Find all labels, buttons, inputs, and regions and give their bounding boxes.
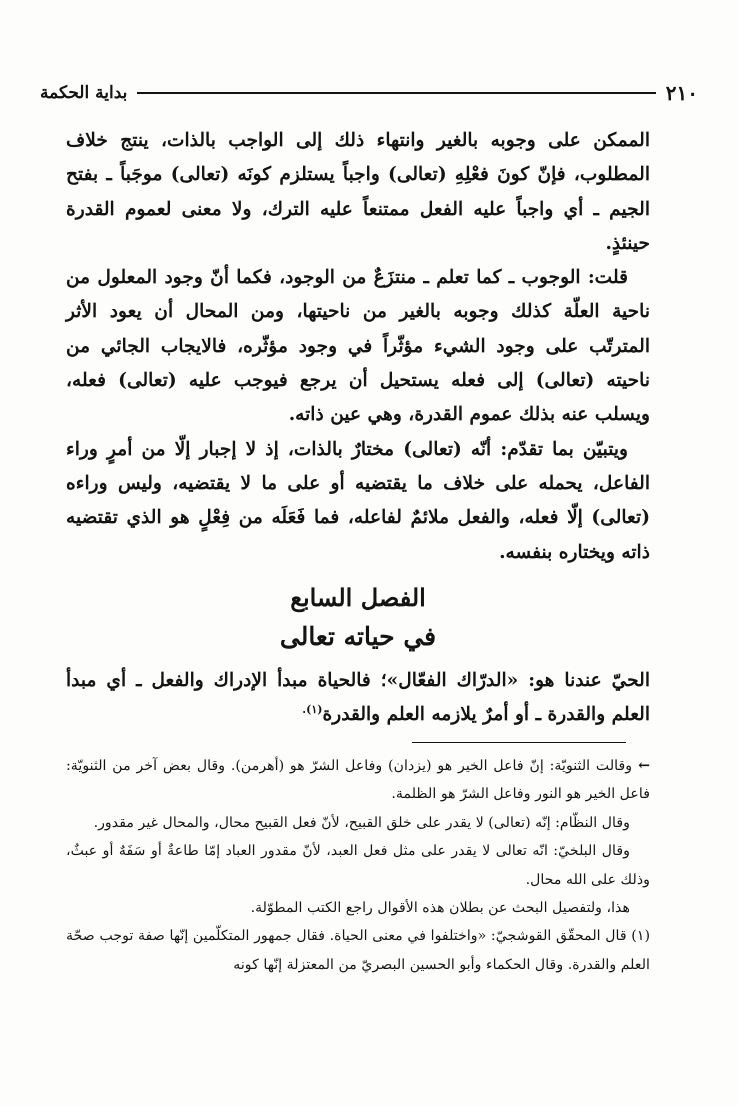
chapter-subtitle: في حياته تعالى [279,621,437,651]
header-rule [137,92,655,94]
footnote-continued-2: وقال النظّام: إنّه (تعالى) لا يقدر على خلق القبيح، لأنّ فعل القبيح محال، والمحال غير مقدور. [93,814,630,831]
page-number: ٢١٠ [665,81,698,105]
continuation-arrow-icon: ← [638,758,650,774]
paragraph-1: الممكن على وجوبه بالغير وانتهاء ذلك إلى الواجب بالذات، ينتج خلاف المطلوب، فإنّ كونَ فعْلِهِ (تعالى) واجباً يستلزم كونَه (تعالى) موجَباً ـ بفتح الجيم ـ أي واجباً عليه الفعل ممتنعاً عليه الترك، ولا معنى لعموم القدرة حينئذٍ. [66,130,650,254]
footnote-1: (١) قال المحقّق القوشجيّ: «واختلفوا في معنى الحياة. فقال جمهور المتكلّمين إنّها صفة توجب صحّة العلم والقدرة. وقال الحكماء وأبو الحسين البصريّ من المعتزلة إنّها كونه [66,928,650,973]
paragraph-4-text: الحيّ عندنا هو: «الدرّاك الفعّال»؛ فالحياة مبدأ الإدراك والفعل ـ أي مبدأ العلم والقدرة ـ أو أمرٌ يلازمه العلم والقدرة [66,669,650,726]
footnote-separator [412,742,626,743]
footnote-continued-3: وقال البلخيّ: انّه تعالى لا يقدر على مثل فعل العبد، لأنّ مقدور العباد إمّا طاعةٌ أو سَفَهٌ أو عبثٌ، وذلك على الله محال. [66,843,650,888]
paragraph-4 [66,664,650,733]
chapter-heading [66,579,650,657]
page-header [40,76,698,110]
running-title: بداية الحكمة [40,83,128,103]
chapter-title: الفصل السابع [290,582,426,612]
footnote-continued-1 [66,752,650,809]
footnote-continued-4: هذا، ولتفصيل البحث عن بطلان هذه الأقوال راجع الكتب المطوّلة. [250,900,630,917]
footnotes [66,752,650,979]
footnote-text-a: وقالت الثنويّة: إنّ فاعل الخير هو (يزدان) وفاعل الشرّ هو (أهرمن). وقال بعض آخر من الثنويّة: فاعل الخير هو النور وفاعل الشرّ هو الظلمة. [66,758,650,803]
paragraph-3: ويتبيّن بما تقدّم: أنّه (تعالى) مختارٌ بالذات، إذ لا إجبار إلّا من أمرٍ وراء الفاعل، يحمله على خلاف ما يقتضيه أو على ما لا يقتضيه، وليس وراءه (تعالى) إلّا فعله، والفعل ملائمٌ لفاعله، فما فَعَلَه من فِعْلٍ هو الذي تقتضيه ذاته ويختاره بنفسه. [66,438,650,563]
main-text [66,124,650,732]
footnote-marker: (١). [302,702,323,716]
paragraph-2: قلت: الوجوب ـ كما تعلم ـ منتزَعٌ من الوجود، فكما أنّ وجود المعلول من ناحية العلّة كذلك وجوبه بالغير من ناحيتها، ومن المحال أن يعود الأثر المترتّب على وجود الشيء مؤثّراً في وجود مؤثّره، فالايجاب الجائي من ناحيته (تعالى) إلى فعله يستحيل أن يرجع فيوجب عليه (تعالى) فعله، ويسلب عنه بذلك عموم القدرة، وهي عين ذاته. [66,267,650,426]
